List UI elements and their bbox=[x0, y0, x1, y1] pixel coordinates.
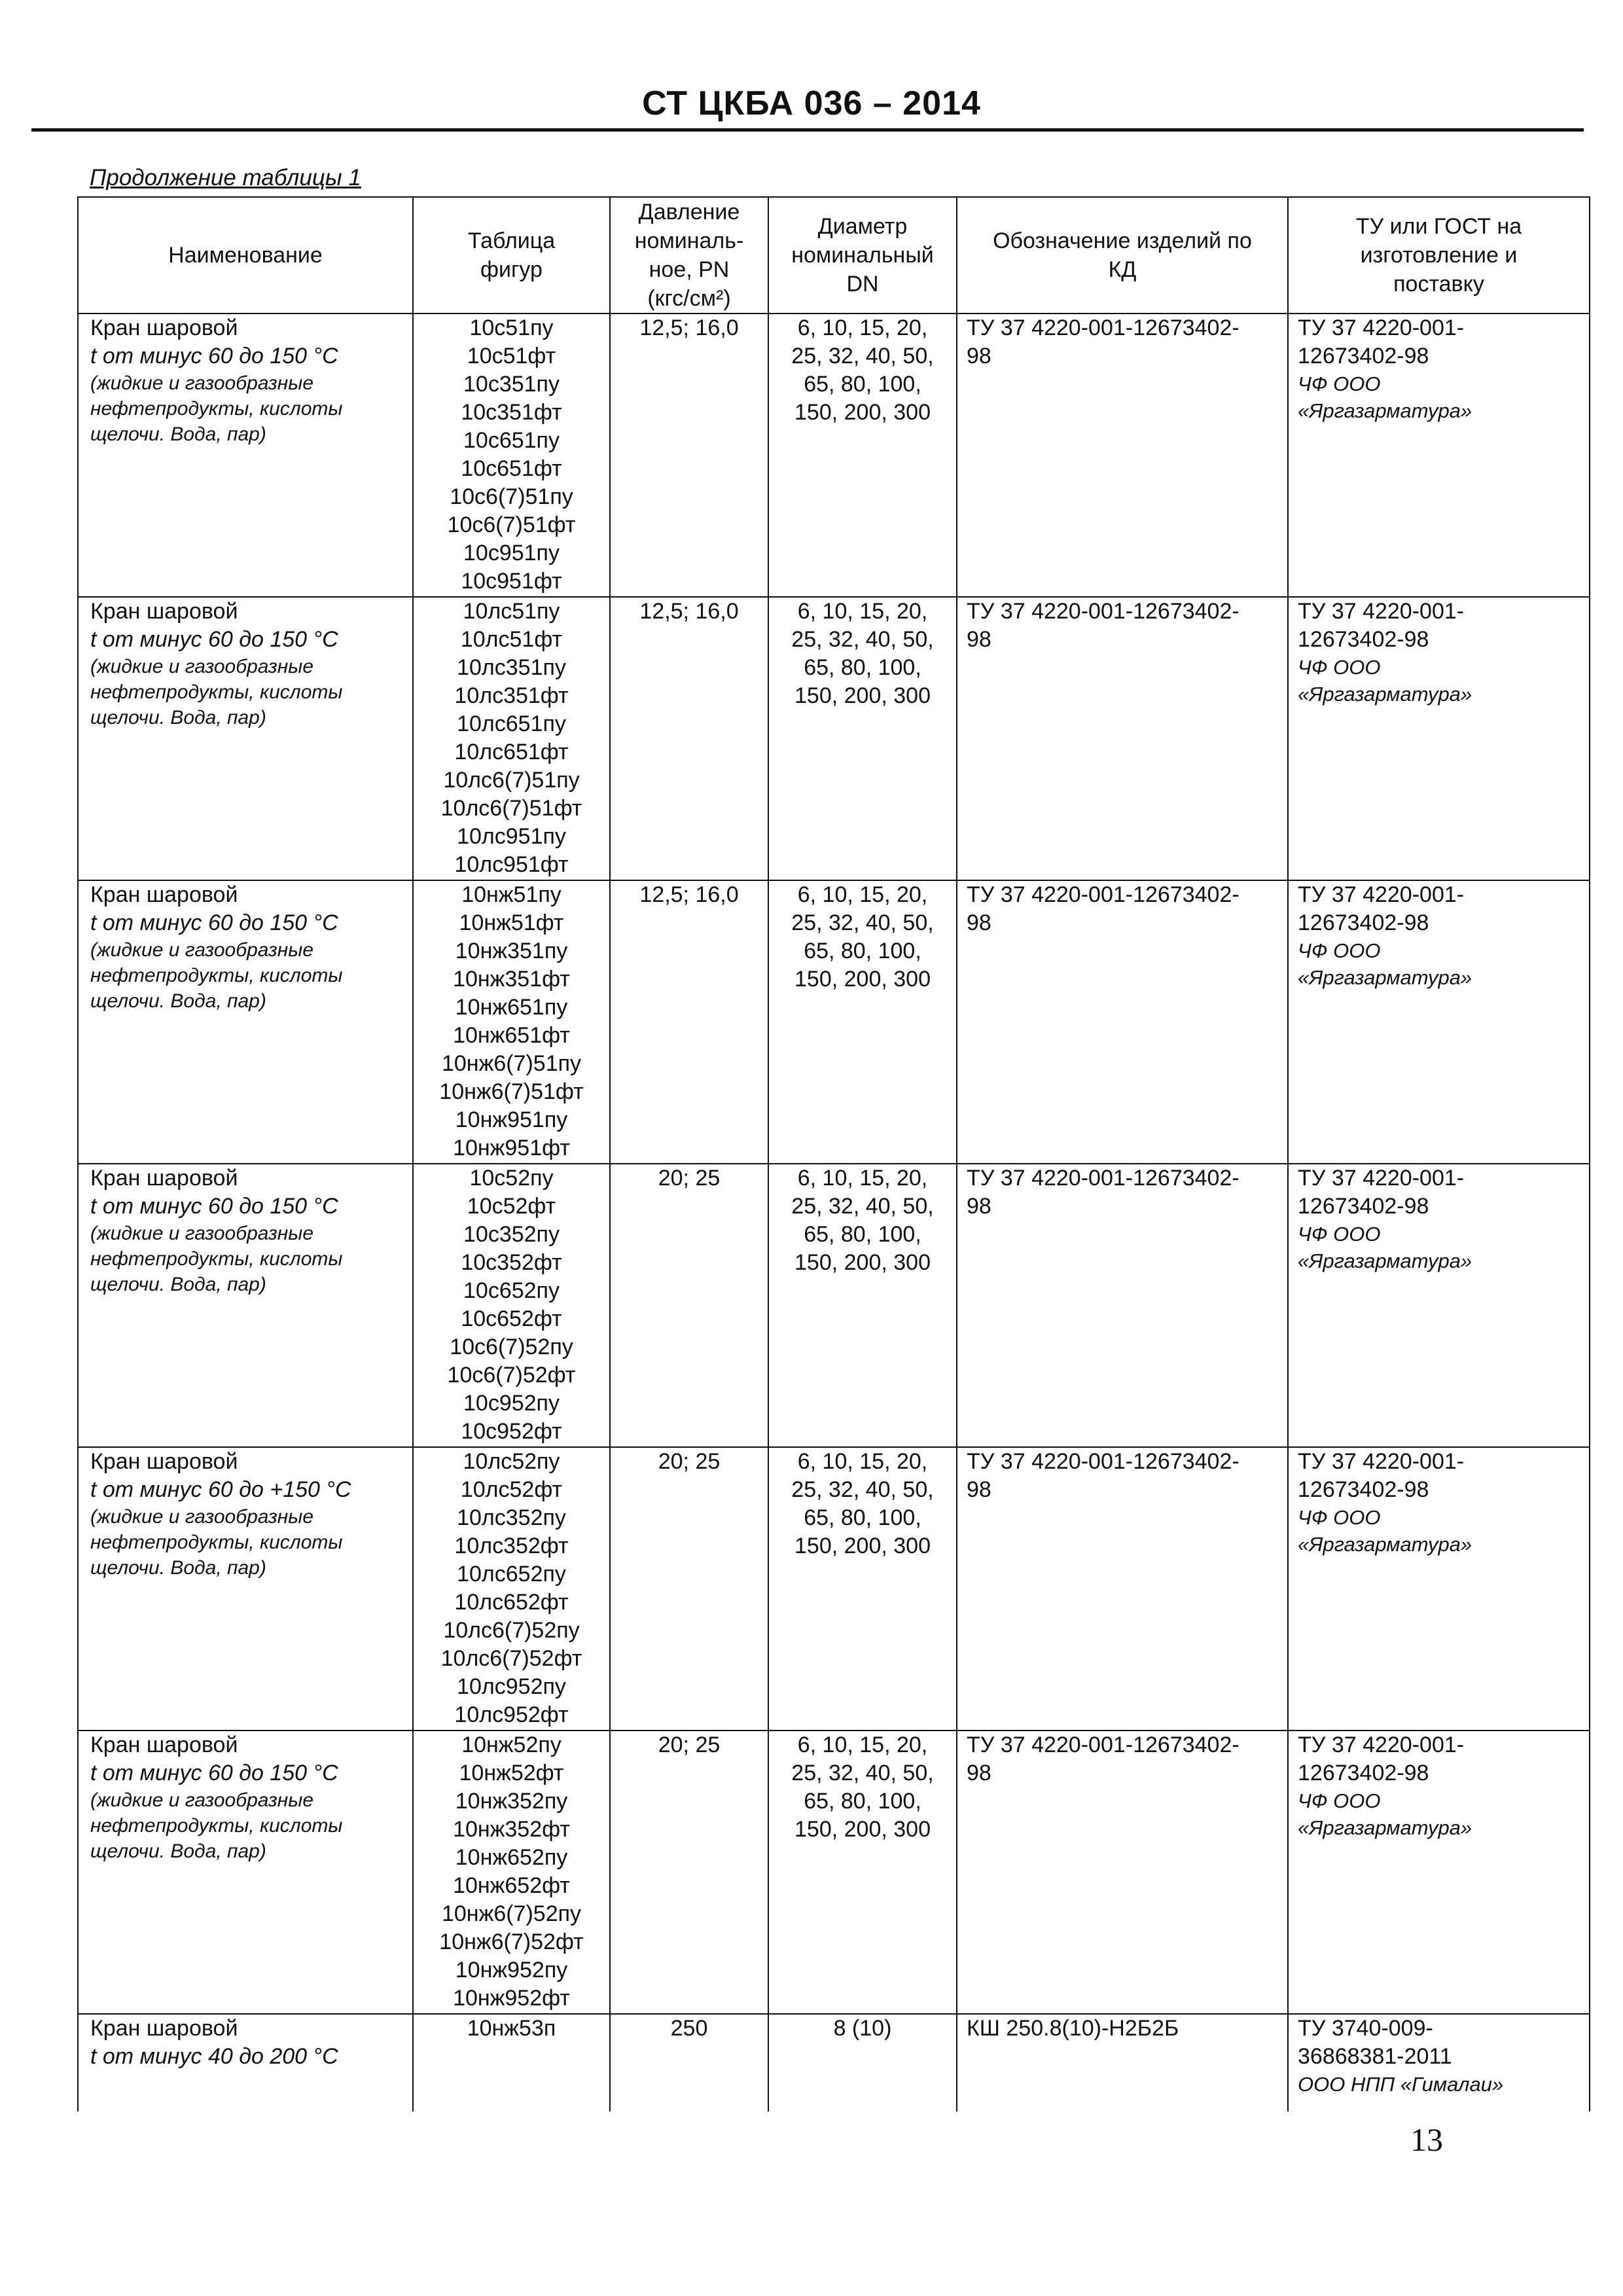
figure-code: 10нж6(7)52фт bbox=[439, 1929, 584, 1954]
diameter-values: 65, 80, 100, bbox=[804, 1222, 921, 1247]
table-row bbox=[78, 1731, 1590, 2014]
diameter-values: 25, 32, 40, 50, bbox=[791, 910, 934, 935]
figure-code: 10лс51фт bbox=[460, 627, 563, 652]
kd-designation: 98 bbox=[967, 1194, 991, 1219]
figure-code: 10лс652фт bbox=[454, 1590, 569, 1615]
diameter-values: 65, 80, 100, bbox=[804, 372, 921, 397]
diameter-values: 6, 10, 15, 20, bbox=[797, 1166, 928, 1191]
tu-spec: ТУ 37 4220-001- bbox=[1298, 1449, 1465, 1474]
figures-cell bbox=[413, 1447, 610, 1731]
diameter-cell bbox=[768, 880, 957, 1164]
tu-spec: ТУ 3740-009- bbox=[1298, 2016, 1433, 2041]
tu-spec: ТУ 37 4220-001- bbox=[1298, 882, 1465, 907]
header-rule bbox=[31, 128, 1584, 132]
tu-cell bbox=[1288, 597, 1590, 880]
diameter-values: 150, 200, 300 bbox=[794, 1250, 931, 1275]
tu-spec: ТУ 37 4220-001- bbox=[1298, 1166, 1465, 1191]
pressure-cell bbox=[610, 880, 768, 1164]
col-figures-header bbox=[413, 197, 610, 314]
medium-note: (жидкие и газообразные bbox=[90, 656, 314, 677]
figure-code: 10с51пу bbox=[469, 315, 554, 340]
kd-designation: ТУ 37 4220-001-12673402- bbox=[967, 1732, 1240, 1757]
pressure-cell bbox=[610, 2014, 768, 2111]
medium-note: щелочи. Вода, пар) bbox=[90, 423, 266, 445]
col-dn-header bbox=[768, 197, 957, 314]
figure-code: 10с51фт bbox=[467, 344, 556, 368]
product-name-cell bbox=[78, 1447, 413, 1731]
pressure-value: 12,5; 16,0 bbox=[639, 315, 739, 340]
figure-code: 10лс952фт bbox=[454, 1702, 569, 1727]
tu-cell bbox=[1288, 314, 1590, 597]
figure-code: 10с652пу bbox=[463, 1278, 560, 1303]
figure-code: 10лс352фт bbox=[454, 1534, 569, 1558]
figure-code: 10с651фт bbox=[461, 456, 562, 481]
table-row bbox=[78, 1447, 1590, 1731]
figure-code: 10нж651пу bbox=[455, 995, 568, 1020]
figure-code: 10с951фт bbox=[461, 569, 562, 594]
kd-designation: 98 bbox=[967, 910, 991, 935]
temperature-range: t от минус 40 до 200 °C bbox=[90, 2044, 338, 2069]
manufacturer: «Яргазарматура» bbox=[1298, 1533, 1472, 1556]
kd-cell bbox=[957, 880, 1288, 1164]
kd-designation: ТУ 37 4220-001-12673402- bbox=[967, 882, 1240, 907]
temperature-range: t от минус 60 до 150 °C bbox=[90, 910, 338, 935]
figure-code: 10лс651фт bbox=[454, 740, 569, 764]
figure-code: 10с52фт bbox=[467, 1194, 556, 1219]
figure-code: 10лс6(7)52пу bbox=[443, 1618, 580, 1643]
figure-code: 10нж352фт bbox=[453, 1817, 570, 1842]
diameter-values: 150, 200, 300 bbox=[794, 1534, 931, 1558]
figure-code: 10нж951пу bbox=[455, 1107, 568, 1132]
pressure-cell bbox=[610, 1447, 768, 1731]
manufacturer: ООО НПП «Гималаи» bbox=[1298, 2073, 1504, 2096]
product-name-cell bbox=[78, 2014, 413, 2111]
figure-code: 10нж52пу bbox=[461, 1732, 562, 1757]
tu-spec: 12673402-98 bbox=[1298, 910, 1429, 935]
col-tu-header bbox=[1288, 197, 1590, 314]
header-line: Обозначение изделий по bbox=[993, 228, 1252, 253]
diameter-cell bbox=[768, 597, 957, 880]
diameter-values: 150, 200, 300 bbox=[794, 967, 931, 992]
tu-cell bbox=[1288, 1731, 1590, 2014]
medium-note: нефтепродукты, кислоты bbox=[90, 1248, 343, 1270]
figures-cell bbox=[413, 597, 610, 880]
tu-spec: 12673402-98 bbox=[1298, 1761, 1429, 1785]
kd-designation: 98 bbox=[967, 627, 991, 652]
header-line: КД bbox=[1108, 257, 1137, 282]
kd-designation: ТУ 37 4220-001-12673402- bbox=[967, 1449, 1240, 1474]
product-name-cell bbox=[78, 314, 413, 597]
product-name-cell bbox=[78, 880, 413, 1164]
product-name-cell bbox=[78, 597, 413, 880]
pressure-value: 20; 25 bbox=[658, 1449, 721, 1474]
medium-note: (жидкие и газообразные bbox=[90, 372, 314, 394]
header-line: изготовление и bbox=[1360, 243, 1518, 268]
col-pn-header bbox=[610, 197, 768, 314]
tu-cell bbox=[1288, 1447, 1590, 1731]
figures-cell bbox=[413, 880, 610, 1164]
figure-code: 10нж951фт bbox=[453, 1136, 570, 1160]
diameter-cell bbox=[768, 1731, 957, 2014]
diameter-cell bbox=[768, 2014, 957, 2111]
figure-code: 10нж952пу bbox=[455, 1958, 568, 1982]
diameter-values: 25, 32, 40, 50, bbox=[791, 1477, 934, 1502]
figure-code: 10с952пу bbox=[463, 1391, 560, 1416]
manufacturer: ЧФ ООО bbox=[1298, 1223, 1381, 1246]
table-body bbox=[78, 314, 1590, 2111]
tu-spec: 12673402-98 bbox=[1298, 344, 1429, 368]
figure-code: 10нж652пу bbox=[455, 1845, 568, 1870]
figure-code: 10с351пу bbox=[463, 372, 560, 397]
manufacturer: ЧФ ООО bbox=[1298, 939, 1381, 962]
figure-code: 10лс52фт bbox=[460, 1477, 563, 1502]
figure-code: 10нж6(7)51фт bbox=[439, 1079, 584, 1104]
col-kd-header bbox=[957, 197, 1288, 314]
figure-code: 10с6(7)52фт bbox=[447, 1363, 576, 1388]
kd-cell bbox=[957, 2014, 1288, 2111]
figure-code: 10лс352пу bbox=[457, 1505, 566, 1530]
medium-note: нефтепродукты, кислоты bbox=[90, 965, 343, 986]
specs-table bbox=[77, 196, 1590, 2111]
product-name: Кран шаровой bbox=[90, 1732, 238, 1757]
table-row bbox=[78, 880, 1590, 1164]
kd-designation: 98 bbox=[967, 344, 991, 368]
manufacturer: ЧФ ООО bbox=[1298, 1506, 1381, 1529]
figure-code: 10лс951фт bbox=[454, 852, 569, 877]
manufacturer: «Яргазарматура» bbox=[1298, 966, 1472, 989]
table-caption: Продолжение таблицы 1 bbox=[90, 165, 361, 190]
header-line: (кгс/см²) bbox=[647, 286, 731, 311]
pressure-cell bbox=[610, 597, 768, 880]
kd-designation: КШ 250.8(10)-Н2Б2Б bbox=[967, 2016, 1179, 2041]
figure-code: 10нж51пу bbox=[461, 882, 562, 907]
figure-code: 10нж652фт bbox=[453, 1873, 570, 1898]
figure-code: 10лс652пу bbox=[457, 1562, 566, 1587]
diameter-cell bbox=[768, 314, 957, 597]
diameter-values: 65, 80, 100, bbox=[804, 1789, 921, 1814]
diameter-values: 150, 200, 300 bbox=[794, 400, 931, 425]
figure-code: 10с6(7)52пу bbox=[450, 1335, 573, 1359]
figure-code: 10лс6(7)51пу bbox=[443, 768, 580, 793]
medium-note: (жидкие и газообразные bbox=[90, 1223, 314, 1244]
tu-spec: ТУ 37 4220-001- bbox=[1298, 599, 1465, 624]
pressure-value: 12,5; 16,0 bbox=[639, 599, 739, 624]
manufacturer: ЧФ ООО bbox=[1298, 372, 1381, 395]
diameter-values: 6, 10, 15, 20, bbox=[797, 315, 928, 340]
kd-cell bbox=[957, 597, 1288, 880]
figures-cell bbox=[413, 1164, 610, 1447]
header-line: ТУ или ГОСТ на bbox=[1355, 214, 1522, 239]
figure-code: 10лс951пу bbox=[457, 824, 566, 849]
kd-designation: 98 bbox=[967, 1761, 991, 1785]
header-line: Диаметр bbox=[817, 214, 908, 239]
kd-cell bbox=[957, 1164, 1288, 1447]
product-name: Кран шаровой bbox=[90, 1166, 238, 1191]
figure-code: 10нж351фт bbox=[453, 967, 570, 992]
figures-cell bbox=[413, 314, 610, 597]
diameter-values: 25, 32, 40, 50, bbox=[791, 344, 934, 368]
figure-code: 10нж53п bbox=[467, 2016, 556, 2041]
manufacturer: «Яргазарматура» bbox=[1298, 1249, 1472, 1272]
diameter-values: 8 (10) bbox=[833, 2016, 892, 2041]
temperature-range: t от минус 60 до 150 °C bbox=[90, 344, 338, 368]
tu-cell bbox=[1288, 1164, 1590, 1447]
header-line: номинальный bbox=[791, 243, 934, 268]
table-row bbox=[78, 1164, 1590, 1447]
table-row bbox=[78, 2014, 1590, 2111]
diameter-values: 25, 32, 40, 50, bbox=[791, 1194, 934, 1219]
manufacturer: «Яргазарматура» bbox=[1298, 399, 1472, 422]
pressure-cell bbox=[610, 1731, 768, 2014]
medium-note: (жидкие и газообразные bbox=[90, 939, 314, 961]
medium-note: (жидкие и газообразные bbox=[90, 1789, 314, 1811]
pressure-value: 20; 25 bbox=[658, 1166, 721, 1191]
manufacturer: «Яргазарматура» bbox=[1298, 683, 1472, 706]
header-line: номиналь- bbox=[634, 228, 744, 253]
figure-code: 10лс6(7)52фт bbox=[440, 1646, 582, 1671]
table-row bbox=[78, 314, 1590, 597]
medium-note: нефтепродукты, кислоты bbox=[90, 1815, 343, 1837]
pressure-value: 20; 25 bbox=[658, 1732, 721, 1757]
figure-code: 10нж351пу bbox=[455, 939, 568, 963]
diameter-values: 150, 200, 300 bbox=[794, 1817, 931, 1842]
product-name: Кран шаровой bbox=[90, 315, 238, 340]
figure-code: 10нж52фт bbox=[459, 1761, 564, 1785]
figure-code: 10лс51пу bbox=[463, 599, 560, 624]
header-line: фигур bbox=[480, 257, 543, 282]
product-name: Кран шаровой bbox=[90, 882, 238, 907]
figure-code: 10лс651пу bbox=[457, 711, 566, 736]
medium-note: нефтепродукты, кислоты bbox=[90, 681, 343, 703]
kd-designation: 98 bbox=[967, 1477, 991, 1502]
medium-note: щелочи. Вода, пар) bbox=[90, 1274, 266, 1295]
tu-spec: ТУ 37 4220-001- bbox=[1298, 315, 1465, 340]
medium-note: щелочи. Вода, пар) bbox=[90, 1557, 266, 1579]
manufacturer: «Яргазарматура» bbox=[1298, 1816, 1472, 1839]
header-line: Наименование bbox=[168, 243, 323, 268]
manufacturer: ЧФ ООО bbox=[1298, 656, 1381, 679]
pressure-cell bbox=[610, 314, 768, 597]
document-code: СТ ЦКБА 036 – 2014 bbox=[642, 84, 981, 122]
tu-cell bbox=[1288, 880, 1590, 1164]
kd-designation: ТУ 37 4220-001-12673402- bbox=[967, 1166, 1240, 1191]
header-line: Таблица bbox=[467, 228, 556, 253]
medium-note: нефтепродукты, кислоты bbox=[90, 398, 343, 420]
figure-code: 10нж952фт bbox=[453, 1986, 570, 2011]
tu-cell bbox=[1288, 2014, 1590, 2111]
figure-code: 10нж352пу bbox=[455, 1789, 568, 1814]
temperature-range: t от минус 60 до 150 °C bbox=[90, 1194, 338, 1219]
figure-code: 10лс6(7)51фт bbox=[440, 796, 582, 821]
tu-spec: 12673402-98 bbox=[1298, 1194, 1429, 1219]
diameter-cell bbox=[768, 1447, 957, 1731]
diameter-values: 6, 10, 15, 20, bbox=[797, 1732, 928, 1757]
diameter-values: 6, 10, 15, 20, bbox=[797, 599, 928, 624]
medium-note: (жидкие и газообразные bbox=[90, 1506, 314, 1528]
figure-code: 10нж6(7)51пу bbox=[441, 1051, 582, 1076]
diameter-values: 65, 80, 100, bbox=[804, 655, 921, 680]
product-name: Кран шаровой bbox=[90, 2016, 238, 2041]
figures-cell bbox=[413, 1731, 610, 2014]
figure-code: 10с952фт bbox=[461, 1419, 562, 1444]
figure-code: 10с652фт bbox=[461, 1306, 562, 1331]
figure-code: 10нж51фт bbox=[459, 910, 564, 935]
diameter-values: 65, 80, 100, bbox=[804, 1505, 921, 1530]
figure-code: 10с352фт bbox=[461, 1250, 562, 1275]
header-line: ное, PN bbox=[649, 257, 730, 282]
product-name: Кран шаровой bbox=[90, 1449, 238, 1474]
tu-spec: 12673402-98 bbox=[1298, 627, 1429, 652]
figure-code: 10с6(7)51пу bbox=[450, 484, 573, 509]
figure-code: 10с52пу bbox=[469, 1166, 554, 1191]
pressure-cell bbox=[610, 1164, 768, 1447]
medium-note: щелочи. Вода, пар) bbox=[90, 1840, 266, 1862]
diameter-cell bbox=[768, 1164, 957, 1447]
kd-cell bbox=[957, 1731, 1288, 2014]
kd-cell bbox=[957, 314, 1288, 597]
col-name-header bbox=[78, 197, 413, 314]
table-header-row bbox=[78, 197, 1590, 314]
header-line: Давление bbox=[638, 200, 740, 224]
tu-spec: 36868381-2011 bbox=[1298, 2044, 1452, 2069]
pressure-value: 12,5; 16,0 bbox=[639, 882, 739, 907]
figure-code: 10с951пу bbox=[463, 541, 560, 565]
figure-code: 10лс351фт bbox=[454, 683, 569, 708]
medium-note: нефтепродукты, кислоты bbox=[90, 1532, 343, 1553]
diameter-values: 65, 80, 100, bbox=[804, 939, 921, 963]
page-number: 13 bbox=[1410, 2121, 1443, 2158]
medium-note: щелочи. Вода, пар) bbox=[90, 707, 266, 728]
table-row bbox=[78, 597, 1590, 880]
figures-cell bbox=[413, 2014, 610, 2111]
tu-spec: 12673402-98 bbox=[1298, 1477, 1429, 1502]
diameter-values: 6, 10, 15, 20, bbox=[797, 882, 928, 907]
product-name: Кран шаровой bbox=[90, 599, 238, 624]
diameter-values: 25, 32, 40, 50, bbox=[791, 1761, 934, 1785]
product-name-cell bbox=[78, 1164, 413, 1447]
temperature-range: t от минус 60 до 150 °C bbox=[90, 627, 338, 652]
header-line: DN bbox=[846, 272, 879, 296]
figure-code: 10с651пу bbox=[463, 428, 560, 453]
figure-code: 10нж651фт bbox=[453, 1023, 570, 1048]
figure-code: 10с352пу bbox=[463, 1222, 560, 1247]
pressure-value: 250 bbox=[670, 2016, 708, 2041]
figure-code: 10лс952пу bbox=[457, 1674, 566, 1699]
kd-designation: ТУ 37 4220-001-12673402- bbox=[967, 315, 1240, 340]
kd-cell bbox=[957, 1447, 1288, 1731]
kd-designation: ТУ 37 4220-001-12673402- bbox=[967, 599, 1240, 624]
manufacturer: ЧФ ООО bbox=[1298, 1789, 1381, 1812]
header-line: поставку bbox=[1393, 272, 1484, 296]
figure-code: 10лс351пу bbox=[457, 655, 566, 680]
figure-code: 10с6(7)51фт bbox=[447, 512, 576, 537]
diameter-values: 6, 10, 15, 20, bbox=[797, 1449, 928, 1474]
diameter-values: 25, 32, 40, 50, bbox=[791, 627, 934, 652]
figure-code: 10с351фт bbox=[461, 400, 562, 425]
medium-note: щелочи. Вода, пар) bbox=[90, 990, 266, 1012]
tu-spec: ТУ 37 4220-001- bbox=[1298, 1732, 1465, 1757]
figure-code: 10лс52пу bbox=[463, 1449, 560, 1474]
diameter-values: 150, 200, 300 bbox=[794, 683, 931, 708]
figure-code: 10нж6(7)52пу bbox=[441, 1901, 582, 1926]
temperature-range: t от минус 60 до +150 °C bbox=[90, 1477, 351, 1502]
temperature-range: t от минус 60 до 150 °C bbox=[90, 1761, 338, 1785]
product-name-cell bbox=[78, 1731, 413, 2014]
